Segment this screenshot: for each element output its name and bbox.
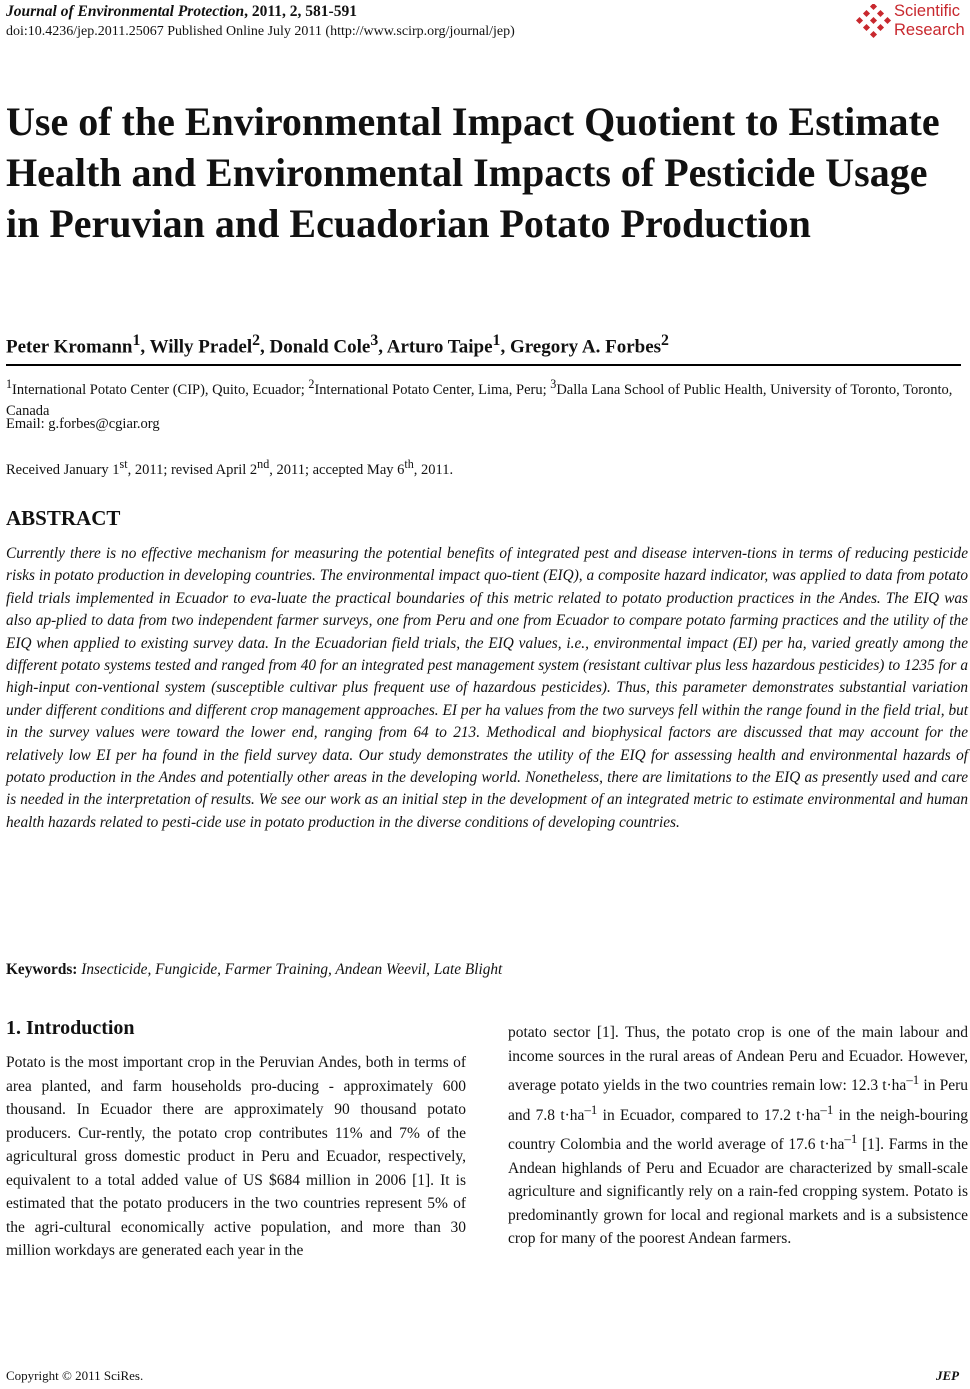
logo-line-1: Scientific xyxy=(894,2,961,20)
keywords-list: Insecticide, Fungicide, Farmer Training, Andean Weevil, Late Blight xyxy=(81,961,503,978)
publisher-logo-icon xyxy=(856,4,892,40)
author-affiliation-mark: 2 xyxy=(252,332,261,349)
footer-copyright: Copyright © 2011 SciRes. xyxy=(6,1368,144,1383)
footer-journal-abbr: JEP xyxy=(936,1368,960,1383)
abstract-heading: ABSTRACT xyxy=(6,506,121,530)
body-column-right xyxy=(508,1021,968,1251)
body-text: in Ecuador, compared to 17.2 t·ha xyxy=(597,1106,821,1124)
affiliation-text: International Potato Center, Lima, Peru; xyxy=(314,381,551,398)
body-column-left: Potato is the most important crop in the Peruvian Andes, both in terms of area planted, and farm households pro-ducing - approximately 600 thousand. In Ecuador there are approximately 90 thousand potato producers. Cur-rently, the potato crop contributes 11% and 7% of the agricultural gross domestic product in Peru and Ecuador, respectively, equivalent to a total added value of US $684 million in 2006 [1]. It is estimated that the potato producers in the two countries represent 5% of the agri-cultural economically active population, and more than 30 million workdays are generated each year in the xyxy=(6,1054,466,1259)
author-name: Donald Cole xyxy=(269,336,371,358)
author-name: Gregory A. Forbes xyxy=(509,336,662,358)
affiliations xyxy=(6,374,964,422)
doi-line[interactable]: doi:10.4236/jep.2011.25067 Published Online July 2011 (http://www.scirp.org/journal/jep) xyxy=(6,24,515,39)
author-name: Peter Kromann xyxy=(6,336,133,358)
unit-exponent: –1 xyxy=(584,1101,598,1117)
unit-exponent: –1 xyxy=(844,1131,858,1147)
logo-line-2: Research xyxy=(894,21,965,39)
body-text: potato sector [1]. Thus, the potato crop is one of the main labour and income sources in the rural areas of Andean Peru and Ecuador. However, average potato yields in the two countries remain low: 12.3 t·ha xyxy=(508,1024,968,1095)
publisher-logo-text xyxy=(894,2,965,40)
unit-exponent: –1 xyxy=(906,1072,920,1087)
unit-exponent: –1 xyxy=(820,1101,834,1117)
affiliation-number: 2 xyxy=(308,377,315,391)
received-text: , 2011. xyxy=(413,461,454,478)
body-text: in Peru and 7.8 t·ha xyxy=(508,1077,969,1124)
section-heading-introduction: 1. Introduction xyxy=(6,1017,135,1039)
author-affiliation-mark: 2 xyxy=(661,332,669,349)
author-affiliation-mark: 1 xyxy=(492,332,501,349)
publisher-logo[interactable] xyxy=(856,2,968,44)
received-text: Received January 1 xyxy=(6,461,120,478)
ordinal-suffix: th xyxy=(404,457,414,471)
received-text: , 2011; accepted May 6 xyxy=(269,461,405,478)
author-name: Arturo Taipe xyxy=(386,336,493,358)
paper-title: Use of the Environmental Impact Quotient to Estimate Health and Environmental Impacts of Pesticide Usage in Peruvian and Ecuadorian Potato Production xyxy=(6,99,940,246)
journal-name: Journal of Environmental Protection xyxy=(6,3,245,20)
ordinal-suffix: nd xyxy=(257,457,270,471)
ordinal-suffix: st xyxy=(119,457,128,471)
title-divider xyxy=(6,364,961,366)
author-affiliation-mark: 1 xyxy=(132,332,141,349)
affiliation-number: 3 xyxy=(550,377,557,391)
received-text: , 2011; revised April 2 xyxy=(127,461,258,478)
abstract-body: Currently there is no effective mechanism for measuring the potential benefits of integrated pest and disease interven-tions in terms of reducing pesticide risks in potato production in developing countries. The environmental impact quo-tient (EIQ), a composite hazard indicator, was applied to data from potato field trials implemented in Ecuador to eva-luate the practical boundaries of this metric related to potato production practices in the Andes. The EIQ was also ap-plied to data from two independent farmer surveys, one from Peru and one from Ecuador to compare potato farming practices and the utility of the EIQ when applied to existing survey data. In the Ecuadorian field trials, the EIQ values, i.e., environmental impact (EI) per ha, varied greatly among the different potato systems tested and ranged from 40 for an integrated pest management system (resistant cultivar plus less hazardous pesticides) to 1235 for a high-input con-ventional system (susceptible cultivar plus frequent use of hazardous pesticides). Thus, this parameter demonstrates substantial variation under different conditions and different crop management approaches. EI per ha values from the two surveys fell within the range found in the field trial, but in the survey values were toward the lower end, ranging from 64 to 213. Methodical and biophysical factors are discussed that may account for the relatively low EI per ha found in the field survey data. Our study demonstrates the utility of the EIQ for assessing health and environmental hazards of potato production in the Andes and potentially other areas in the developing world. Nonetheless, there are limitations to the EIQ as presently used and care is needed in the interpretation of results. We see our work as an initial step in the development of an integrated metric to estimate environmental and human health hazards related to pesti-cide use in potato production in the diverse conditions of developing countries. xyxy=(6,545,968,831)
author-affiliation-mark: 3 xyxy=(370,332,379,349)
author-list: Peter Kromann$^1$, Willy Pradel$^2$, Donald Cole$^3$, Arturo Taipe$^1$, Gregory A. Forbes$^2$ xyxy=(6,332,669,358)
keywords-label: Keywords xyxy=(6,961,73,978)
affiliation-text: Dalla Lana School of Public Health, University of Toronto, Toronto, Canada xyxy=(6,381,953,419)
journal-issue: , 2011, 2, 581-591 xyxy=(244,3,357,20)
affiliation-text: International Potato Center (CIP), Quito, Ecuador; xyxy=(12,381,309,398)
journal-header xyxy=(6,3,357,21)
keywords-line: Keywords: Insecticide, Fungicide, Farmer Training, Andean Weevil, Late Blight xyxy=(6,961,503,978)
received-dates xyxy=(6,457,453,479)
body-text: in the neigh-bouring country Colombia and the world average of 17.6 t·ha xyxy=(508,1106,969,1154)
contact-email[interactable]: Email: g.forbes@cgiar.org xyxy=(6,416,160,432)
body-text: [1]. Farms in the Andean highlands of Peru and Ecuador are characterized by small-scale agriculture and significantly rely on a rain-fed cropping system. Potato is predominantly grown for local and regional markets and is a subsistence crop for many of the poorest Andean farmers. xyxy=(508,1136,968,1248)
affiliation-number: 1 xyxy=(6,377,13,391)
author-name: Willy Pradel xyxy=(149,336,253,358)
